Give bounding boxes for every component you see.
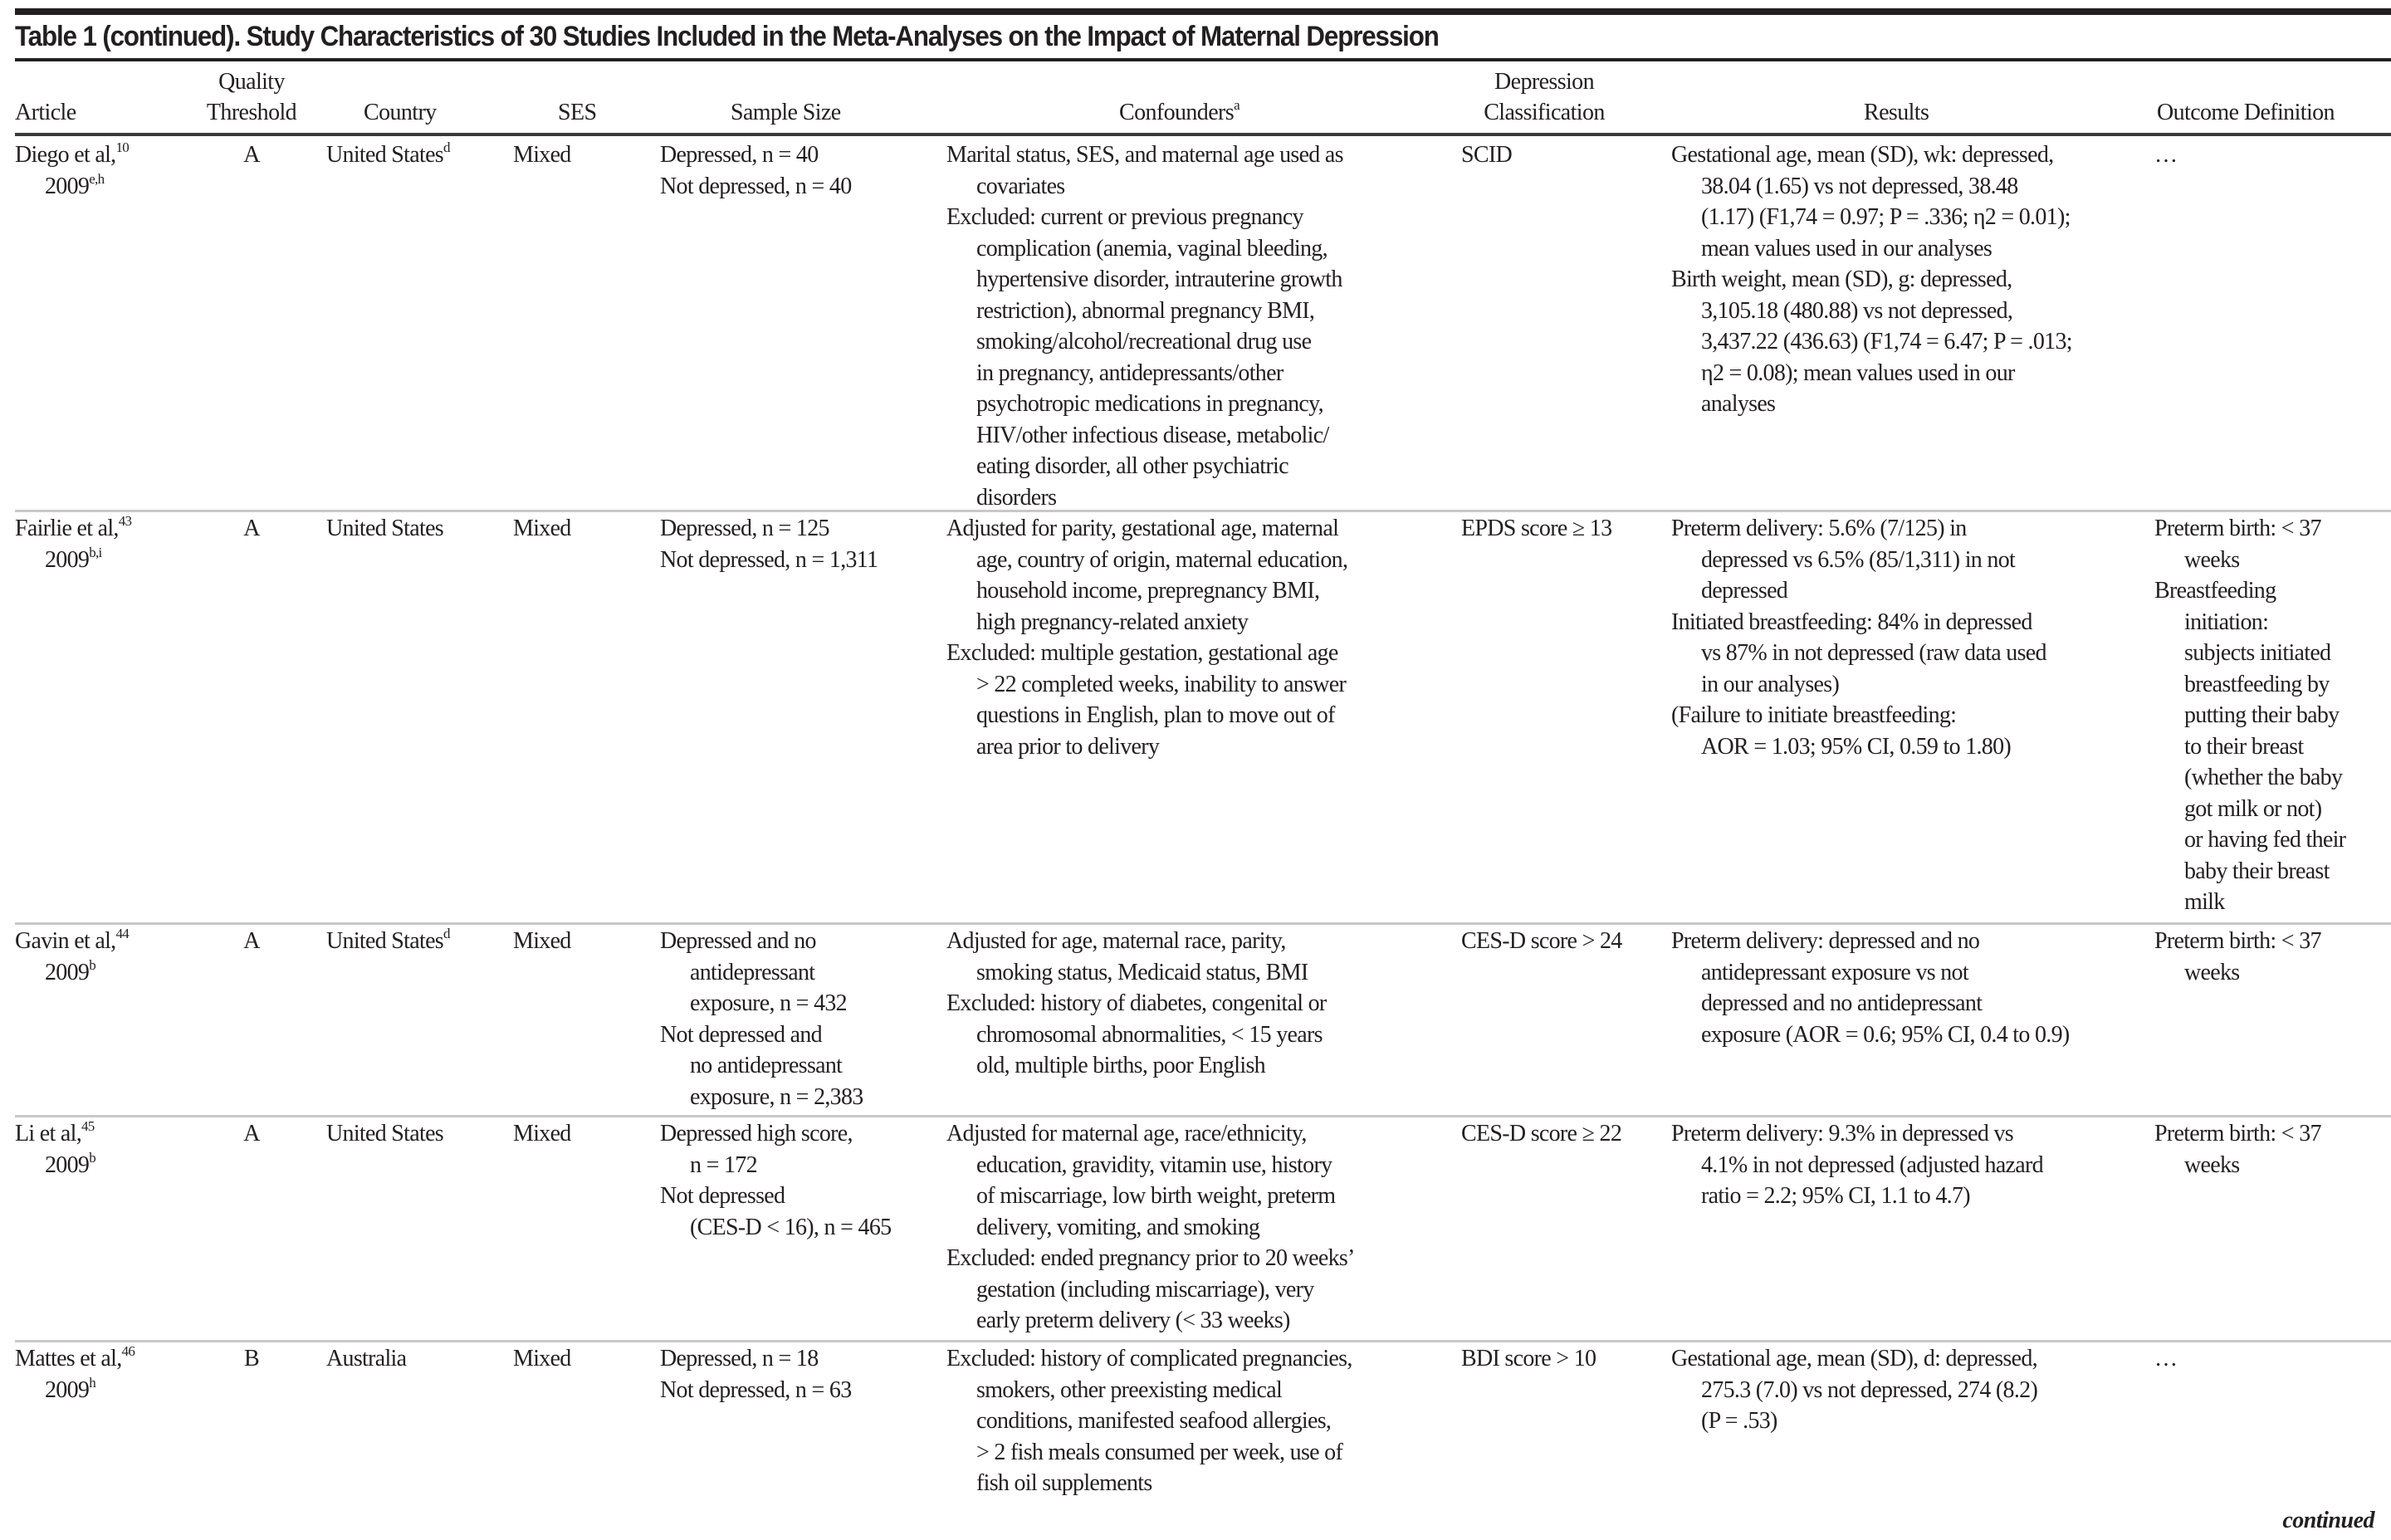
article-cell: [15, 1343, 134, 1406]
header-article: Article: [15, 100, 76, 125]
results-line: ratio = 2.2; 95% CI, 1.1 to 4.7): [1701, 1183, 1970, 1209]
results-line: Gestational age, mean (SD), wk: depressed,: [1671, 142, 2054, 168]
ses-cell: Mixed: [513, 928, 571, 954]
outcome-definition-cell: [2154, 513, 2345, 918]
confounders-cell: [946, 926, 1327, 1082]
sample-size-cell: [660, 1343, 852, 1406]
outcome-definition-line: to their breast: [2184, 733, 2304, 760]
article-reference: 44: [115, 926, 130, 941]
header-quality-line2: Threshold: [206, 100, 297, 125]
country-cell: [326, 513, 443, 545]
confounders-line: disorders: [976, 484, 1057, 511]
sample-size-cell: [660, 513, 878, 575]
article-year: [15, 171, 129, 203]
results-line: Preterm delivery: depressed and no: [1671, 928, 1980, 954]
article-reference: 46: [121, 1343, 135, 1359]
results-line: analyses: [1701, 391, 1776, 417]
sample-size-line: Not depressed and: [660, 1021, 822, 1048]
article-author: Mattes et al,: [15, 1346, 122, 1371]
quality-cell: A: [243, 142, 260, 168]
depression-classification-cell: CES-D score ≥ 22: [1461, 1121, 1622, 1146]
confounders-line: smoking status, Medicaid status, BMI: [976, 959, 1308, 985]
header-confounders: [1119, 97, 1240, 128]
sample-size-line: Not depressed, n = 1,311: [660, 546, 878, 573]
row-rule: [15, 510, 2391, 512]
article-reference: 10: [115, 139, 130, 155]
header-depression-line1: Depression: [1494, 69, 1594, 95]
article-year-value: 2009: [45, 173, 90, 199]
results-line: η2 = 0.08); mean values used in our: [1701, 359, 2015, 386]
header-confounders-footnote: a: [1234, 97, 1240, 113]
outcome-definition-line: Preterm birth: < 37: [2154, 928, 2321, 954]
outcome-definition-line: breastfeeding by: [2184, 671, 2330, 697]
article-name: [15, 513, 131, 545]
ses-cell: Mixed: [513, 516, 571, 541]
results-line: 3,437.22 (436.63) (F1,74 = 6.47; P = .013;: [1701, 329, 2072, 354]
confounders-line: > 22 completed weeks, inability to answer: [976, 671, 1347, 697]
results-line: Preterm delivery: 5.6% (7/125) in: [1671, 516, 1967, 541]
table-title: Table 1 (continued). Study Characteristics of 30 Studies Included in the Meta-Analyses on the Impact of Maternal Depression: [15, 21, 1439, 52]
results-line: exposure (AOR = 0.6; 95% CI, 0.4 to 0.9): [1701, 1021, 2070, 1048]
article-year-footnotes: h: [89, 1374, 96, 1391]
results-line: Gestational age, mean (SD), d: depressed,: [1671, 1346, 2037, 1371]
confounders-line: Excluded: current or previous pregnancy: [946, 204, 1303, 230]
ses-cell: Mixed: [513, 1346, 571, 1371]
results-line: mean values used in our analyses: [1701, 235, 1992, 262]
country-footnote: d: [443, 926, 450, 941]
confounders-cell: [946, 1118, 1355, 1337]
confounders-line: Excluded: history of diabetes, congenital or: [946, 990, 1327, 1016]
confounders-line: chromosomal abnormalities, < 15 years: [976, 1021, 1323, 1048]
confounders-line: household income, prepregnancy BMI,: [976, 578, 1320, 604]
sample-size-line: n = 172: [690, 1151, 757, 1178]
sample-size-line: Not depressed, n = 63: [660, 1376, 852, 1403]
outcome-definition-line: or having fed their: [2184, 827, 2346, 853]
outcome-definition-line: initiation:: [2184, 609, 2269, 635]
outcome-definition-line: subjects initiated: [2184, 640, 2331, 666]
article-year-footnotes: b,i: [89, 544, 102, 560]
header-sample-size: Sample Size: [731, 100, 841, 125]
article-year-value: 2009: [45, 959, 90, 985]
sample-size-line: exposure, n = 432: [690, 990, 847, 1016]
title-rule: [15, 58, 2391, 61]
confounders-line: smoking/alcohol/recreational drug use: [976, 329, 1312, 354]
ses-cell: Mixed: [513, 142, 571, 168]
sample-size-line: exposure, n = 2,383: [690, 1083, 863, 1110]
results-line: 3,105.18 (480.88) vs not depressed,: [1701, 297, 2013, 324]
results-cell: [1671, 139, 2072, 420]
country-cell: [326, 926, 450, 957]
outcome-definition-line: Preterm birth: < 37: [2154, 1121, 2321, 1146]
confounders-line: complication (anemia, vaginal bleeding,: [976, 235, 1328, 262]
outcome-definition-line: putting their baby: [2184, 702, 2340, 728]
depression-classification-cell: BDI score > 10: [1461, 1346, 1596, 1371]
outcome-definition-cell: [2154, 1118, 2321, 1181]
confounders-line: > 2 fish meals consumed per week, use of: [976, 1439, 1343, 1465]
outcome-definition-line: milk: [2184, 889, 2225, 915]
outcome-definition-line: …: [2154, 1346, 2178, 1371]
sample-size-line: Not depressed, n = 40: [660, 173, 852, 199]
country-cell: [326, 1118, 443, 1150]
article-name: [15, 139, 129, 171]
outcome-definition-cell: [2154, 926, 2321, 988]
country-name: United States: [326, 1121, 443, 1146]
sample-size-line: Depressed, n = 125: [660, 516, 829, 541]
continued-label: continued: [2282, 1508, 2374, 1533]
sample-size-line: Not depressed: [660, 1183, 785, 1209]
row-rule: [15, 1115, 2391, 1117]
sample-size-line: (CES-D < 16), n = 465: [690, 1214, 892, 1240]
confounders-line: Adjusted for parity, gestational age, maternal: [946, 516, 1339, 541]
article-name: [15, 1118, 95, 1150]
depression-classification-cell: EPDS score ≥ 13: [1461, 516, 1612, 541]
header-outcome: Outcome Definition: [2157, 100, 2335, 125]
confounders-line: in pregnancy, antidepressants/other: [976, 359, 1284, 386]
confounders-cell: [946, 1343, 1352, 1499]
article-year-value: 2009: [45, 1151, 90, 1178]
results-line: depressed vs 6.5% (85/1,311) in not: [1701, 546, 2016, 573]
country-name: United States: [326, 142, 443, 168]
confounders-line: Marital status, SES, and maternal age used as: [946, 142, 1343, 168]
article-author: Diego et al,: [15, 142, 116, 168]
confounders-line: high pregnancy-related anxiety: [976, 609, 1249, 635]
article-cell: [15, 513, 131, 575]
confounders-line: Excluded: history of complicated pregnancies,: [946, 1346, 1352, 1371]
sample-size-cell: [660, 1118, 891, 1243]
article-year: [15, 1150, 95, 1181]
results-line: Birth weight, mean (SD), g: depressed,: [1671, 266, 2012, 292]
row-rule: [15, 922, 2391, 925]
outcome-definition-line: got milk or not): [2184, 795, 2322, 822]
results-line: antidepressant exposure vs not: [1701, 959, 1968, 985]
sample-size-line: Depressed, n = 40: [660, 142, 819, 168]
sample-size-cell: [660, 926, 863, 1112]
confounders-line: questions in English, plan to move out of: [976, 702, 1335, 728]
confounders-line: Adjusted for age, maternal race, parity,: [946, 928, 1286, 954]
header-ses: SES: [558, 100, 597, 125]
outcome-definition-line: (whether the baby: [2184, 765, 2343, 790]
confounders-line: age, country of origin, maternal education,: [976, 546, 1348, 573]
confounders-line: psychotropic medications in pregnancy,: [976, 391, 1323, 417]
outcome-definition-line: weeks: [2184, 959, 2240, 985]
country-name: United States: [326, 928, 443, 954]
sample-size-line: antidepressant: [690, 959, 815, 985]
results-cell: [1671, 513, 2046, 762]
confounders-line: education, gravidity, vitamin use, history: [976, 1151, 1332, 1178]
confounders-line: HIV/other infectious disease, metabolic/: [976, 422, 1329, 448]
results-line: in our analyses): [1701, 671, 1840, 697]
confounders-line: covariates: [976, 173, 1065, 199]
outcome-definition-line: Breastfeeding: [2154, 578, 2276, 604]
country-name: Australia: [326, 1346, 407, 1371]
confounders-line: hypertensive disorder, intrauterine growth: [976, 266, 1342, 292]
results-cell: [1671, 1118, 2043, 1212]
confounders-line: Excluded: ended pregnancy prior to 20 weeks’: [946, 1245, 1355, 1271]
article-year-footnotes: b: [89, 1149, 96, 1166]
results-line: (Failure to initiate breastfeeding:: [1671, 702, 1957, 728]
results-line: (1.17) (F1,74 = 0.97; P = .336; η2 = 0.01);: [1701, 204, 2071, 230]
header-quality-line1: Quality: [218, 69, 285, 95]
header-depression: [1457, 66, 1631, 128]
outcome-definition-line: Preterm birth: < 37: [2154, 516, 2321, 541]
article-name: [15, 1343, 134, 1375]
results-line: 275.3 (7.0) vs not depressed, 274 (8.2): [1701, 1376, 2038, 1403]
sample-size-line: Depressed high score,: [660, 1121, 853, 1146]
quality-cell: B: [244, 1346, 259, 1371]
country-name: United States: [326, 516, 443, 541]
article-reference: 43: [118, 513, 132, 529]
results-cell: [1671, 926, 2070, 1050]
header-quality: [189, 66, 314, 128]
results-line: AOR = 1.03; 95% CI, 0.59 to 1.80): [1701, 733, 2012, 760]
confounders-line: Excluded: multiple gestation, gestational age: [946, 640, 1338, 666]
outcome-definition-line: weeks: [2184, 546, 2240, 573]
confounders-cell: [946, 139, 1343, 513]
confounders-line: early preterm delivery (< 33 weeks): [976, 1308, 1290, 1333]
article-year-value: 2009: [45, 546, 90, 573]
article-year: [15, 1375, 134, 1406]
confounders-line: delivery, vomiting, and smoking: [976, 1214, 1260, 1240]
article-author: Li et al,: [15, 1121, 81, 1146]
sample-size-line: no antidepressant: [690, 1053, 843, 1078]
confounders-line: gestation (including miscarriage), very: [976, 1276, 1314, 1303]
results-line: depressed and no antidepressant: [1701, 990, 1983, 1016]
results-cell: [1671, 1343, 2037, 1437]
outcome-definition-line: baby their breast: [2184, 858, 2330, 884]
article-year-footnotes: b: [89, 956, 96, 973]
top-rule: [15, 8, 2391, 15]
header-confounders-label: Confounders: [1119, 100, 1235, 125]
confounders-line: restriction), abnormal pregnancy BMI,: [976, 297, 1315, 324]
sample-size-line: Depressed, n = 18: [660, 1346, 819, 1371]
outcome-definition-line: weeks: [2184, 1151, 2240, 1178]
results-line: 38.04 (1.65) vs not depressed, 38.48: [1701, 173, 2018, 199]
results-line: (P = .53): [1701, 1408, 1777, 1434]
row-rule: [15, 1340, 2391, 1342]
results-line: Preterm delivery: 9.3% in depressed vs: [1671, 1121, 2013, 1146]
outcome-definition-cell: [2154, 1343, 2177, 1375]
results-line: 4.1% in not depressed (adjusted hazard: [1701, 1151, 2043, 1178]
confounders-line: area prior to delivery: [976, 733, 1160, 760]
country-cell: [326, 1343, 406, 1375]
article-cell: [15, 1118, 95, 1181]
article-cell: [15, 139, 129, 202]
country-cell: [326, 139, 450, 171]
header-results: Results: [1864, 100, 1929, 125]
article-year-footnotes: e,h: [89, 170, 105, 187]
header-country: Country: [364, 100, 437, 125]
article-year-value: 2009: [45, 1376, 90, 1403]
quality-cell: A: [243, 1121, 260, 1146]
quality-cell: A: [243, 516, 260, 541]
article-name: [15, 926, 129, 957]
results-line: depressed: [1701, 578, 1788, 604]
confounders-line: smokers, other preexisting medical: [976, 1376, 1283, 1403]
depression-classification-cell: SCID: [1461, 142, 1512, 168]
article-year: [15, 545, 131, 576]
confounders-line: conditions, manifested seafood allergies,: [976, 1408, 1332, 1434]
confounders-line: eating disorder, all other psychiatric: [976, 453, 1288, 479]
confounders-line: Adjusted for maternal age, race/ethnicity,: [946, 1121, 1307, 1146]
results-line: vs 87% in not depressed (raw data used: [1701, 640, 2046, 666]
results-line: Initiated breastfeeding: 84% in depressed: [1671, 609, 2032, 635]
sample-size-cell: [660, 139, 852, 202]
article-author: Fairlie et al,: [15, 516, 119, 541]
article-year: [15, 957, 129, 989]
outcome-definition-cell: [2154, 139, 2177, 171]
outcome-definition-line: …: [2154, 142, 2178, 168]
header-rule: [15, 133, 2391, 136]
country-footnote: d: [443, 139, 450, 155]
article-cell: [15, 926, 129, 988]
confounders-cell: [946, 513, 1347, 762]
sample-size-line: Depressed and no: [660, 928, 816, 954]
header-depression-line2: Classification: [1484, 100, 1605, 125]
quality-cell: A: [243, 928, 260, 954]
confounders-line: old, multiple births, poor English: [976, 1053, 1265, 1078]
article-author: Gavin et al,: [15, 928, 116, 954]
confounders-line: of miscarriage, low birth weight, preterm: [976, 1183, 1336, 1209]
article-reference: 45: [81, 1118, 95, 1134]
depression-classification-cell: CES-D score > 24: [1461, 928, 1622, 954]
ses-cell: Mixed: [513, 1121, 571, 1146]
confounders-line: fish oil supplements: [976, 1470, 1152, 1496]
